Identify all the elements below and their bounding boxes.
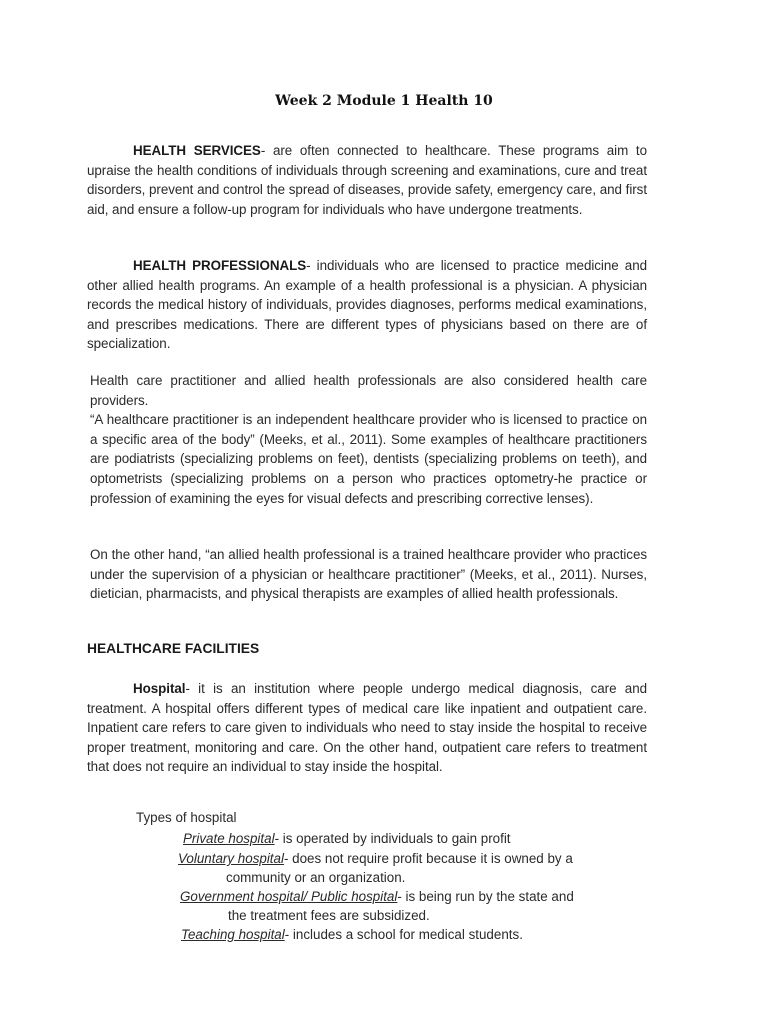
hospital-paragraph <box>87 679 647 777</box>
practitioners-paragraph <box>90 371 647 508</box>
practitioners-text: “A healthcare practitioner is an independent healthcare provider who is licensed to practice on a specific area of the body” (Meeks, et al., 2011). Some examples of healthcare practitioners are podiatrists (specializing problems on feet), dentists (specializing problems on teeth), and optometrists (specializing problems on a person who practices optometry-he practice or profession of examining the eyes for visual defects and prescribing corrective lenses). <box>90 412 647 506</box>
health-services-text: - are often connected to healthcare. These programs aim to upraise the health conditions of individuals through screening and examinations, cure and treat disorders, prevent and control the spread of diseases, provide safety, emergency care, and first aid, and ensure a follow-up program for individuals who have undergone treatments. <box>87 143 647 217</box>
health-services-paragraph <box>87 141 647 219</box>
types-title: Types of hospital <box>136 810 237 825</box>
hospital-text: - it is an institution where people undergo medical diagnosis, care and treatment. A hospital offers different types of medical care like inpatient and outpatient care. Inpatient care refers to care given to individuals who need to stay inside the hospital to receive proper treatment, monitoring and care. On the other hand, outpatient care refers to treatment that does not require an individual to stay inside the hospital. <box>87 681 647 775</box>
hospital-type-name: Government hospital/ Public hospital <box>180 889 398 904</box>
allied-text: On the other hand, “an allied health professional is a trained healthcare provider who practices under the supervision of a physician or healthcare practitioner” (Meeks, et al., 2011). Nurses, dietician, pharmacists, and physical therapists are examples of allied health professionals. <box>90 547 647 602</box>
hospital-type-item <box>181 925 651 944</box>
health-professionals-term: HEALTH PROFESSIONALS <box>133 258 307 273</box>
hospital-type-item <box>183 829 653 848</box>
hospital-type-name: Private hospital <box>183 831 275 846</box>
hospital-type-name: Teaching hospital <box>181 927 285 942</box>
hospital-type-item <box>180 887 650 925</box>
facilities-heading: HEALTHCARE FACILITIES <box>87 641 260 656</box>
hospital-type-desc: - includes a school for medical students. <box>284 927 523 942</box>
health-professionals-paragraph <box>87 256 647 354</box>
hospital-type-desc-cont: community or an organization. <box>226 870 406 885</box>
health-services-term: HEALTH SERVICES <box>133 143 261 158</box>
hospital-type-name: Voluntary hospital <box>178 851 284 866</box>
hospital-type-desc: - does not require profit because it is owned by a <box>283 851 573 866</box>
allied-paragraph <box>90 545 647 604</box>
document-title: Week 2 Module 1 Health 10 <box>275 93 493 109</box>
hospital-type-item <box>178 849 648 887</box>
hospital-type-desc-cont: the treatment fees are subsidized. <box>228 908 430 923</box>
hospital-term: Hospital <box>133 681 186 696</box>
hospital-type-desc: - is operated by individuals to gain profit <box>274 831 511 846</box>
hospital-type-desc: - is being run by the state and <box>397 889 574 904</box>
practitioners-intro: Health care practitioner and allied health professionals are also considered health care providers. <box>90 373 647 408</box>
health-professionals-text: - individuals who are licensed to practice medicine and other allied health programs. An example of a health professional is a physician. A physician records the medical history of individuals, provides diagnoses, performs medical examinations, and prescribes medications. There are different types of physicians based on there are of specialization. <box>87 258 647 352</box>
